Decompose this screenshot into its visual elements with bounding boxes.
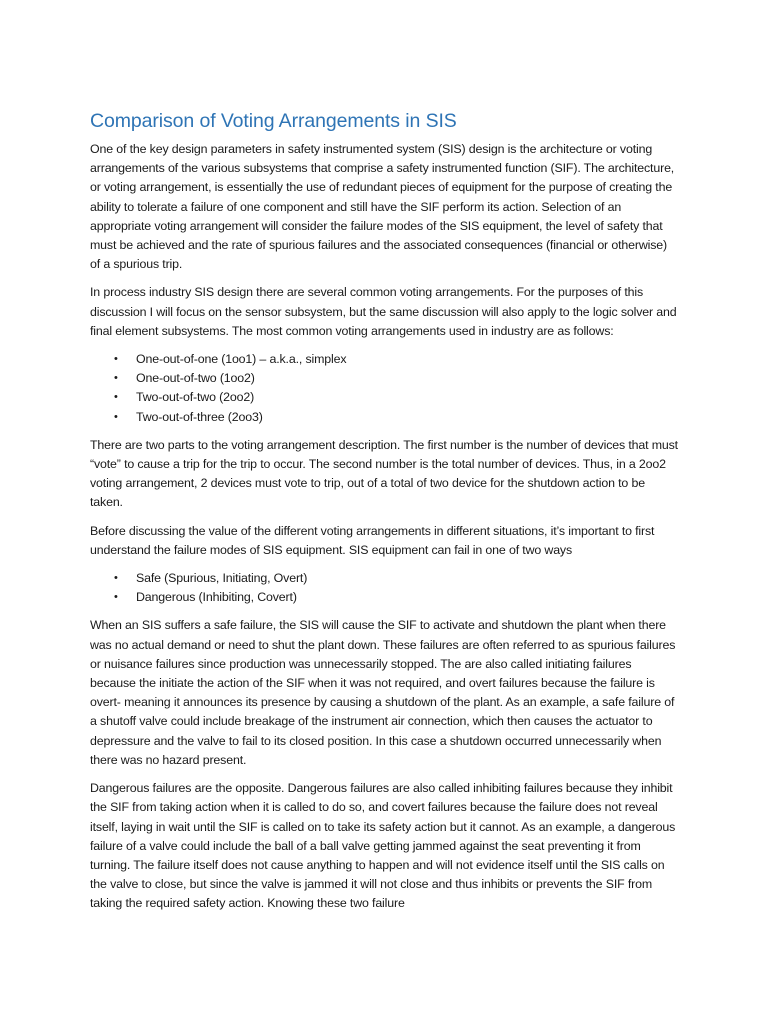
paragraph-voting-overview: In process industry SIS design there are several common voting arrangements. For the purposes of this discussion I will focus on the sensor subsystem, but the same discussion will also apply to the logic solver and final element subsystems. The most common voting arrangements used in industry are as follows: [90, 285, 677, 338]
bullet-icon: • [114, 391, 118, 404]
paragraph-voting-description: There are two parts to the voting arrangement description. The first number is the number of devices that must “vote” to cause a trip for the trip to occur. The second number is the total number of devices. Thus, in a 2oo2 voting arrangement, 2 devices must vote to trip, out of a total of two device for the shutdown action to be taken. [90, 437, 678, 510]
bullet-icon: • [114, 353, 118, 366]
paragraph-safe-failures: When an SIS suffers a safe failure, the SIS will cause the SIF to activate and shutdown the plant when there was no actual demand or need to shut the plant down. These failures are often referred to as spurious failures or nuisance failures since production was unnecessarily stopped. The are also called initiating failures because the initiate the action of the SIF when it was not required, and overt failures because the failure is overt- meaning it announces its presence by causing a shutdown of the plant. As an example, a safe failure of a shutoff valve could include breakage of the instrument air connection, which then causes the actuator to depressure and the valve to fail to its closed position. In this case a shutdown occurred unnecessarily when there was no hazard present. [90, 618, 676, 767]
paragraph-intro: One of the key design parameters in safety instrumented system (SIS) design is the architecture or voting arrangements of the various subsystems that comprise a safety instrumented function (SIF). The architecture, or voting arrangement, is essentially the use of redundant pieces of equipment for the purpose of creating the ability to tolerate a failure of one component and still have the SIF perform its action. Selection of an appropriate voting arrangement will consider the failure modes of the SIS equipment, the level of safety that must be achieved and the rate of spurious failures and the associated consequences (financial or otherwise) of a spurious trip. [90, 142, 675, 272]
list-item: • Two-out-of-three (2oo3) [90, 408, 680, 427]
paragraph-dangerous-failures: Dangerous failures are the opposite. Dangerous failures are also called inhibiting failures because they inhibit the SIF from taking action when it is called to do so, and covert failures because the failure does not reveal itself, laying in wait until the SIF is called on to take its safety action but it cannot. As an example, a dangerous failure of a valve could include the ball of a ball valve getting jammed against the seat preventing it from turning. The failure itself does not cause anything to happen and will not evidence itself until the SIS calls on the valve to close, but since the valve is jammed it will not close and thus inhibits or prevents the SIF from taking the required safety action. Knowing these two failure [90, 781, 676, 911]
list-item: • Dangerous (Inhibiting, Covert) [90, 588, 680, 607]
document-title: Comparison of Voting Arrangements in SIS [90, 110, 457, 132]
list-item: • One-out-of-two (1oo2) [90, 369, 680, 388]
list-item: • Safe (Spurious, Initiating, Overt) [90, 569, 680, 588]
bullet-icon: • [114, 572, 118, 585]
failure-modes-list [90, 569, 680, 607]
bullet-icon: • [114, 372, 118, 385]
list-item: • Two-out-of-two (2oo2) [90, 388, 680, 407]
bullet-icon: • [114, 591, 118, 604]
bullet-icon: • [114, 410, 118, 423]
document-page [90, 108, 680, 923]
list-item: • One-out-of-one (1oo1) – a.k.a., simplex [90, 350, 680, 369]
paragraph-failure-modes-intro: Before discussing the value of the different voting arrangements in different situations, it’s important to first understand the failure modes of SIS equipment. SIS equipment can fail in one of two ways [90, 523, 655, 557]
voting-arrangements-list [90, 350, 680, 427]
